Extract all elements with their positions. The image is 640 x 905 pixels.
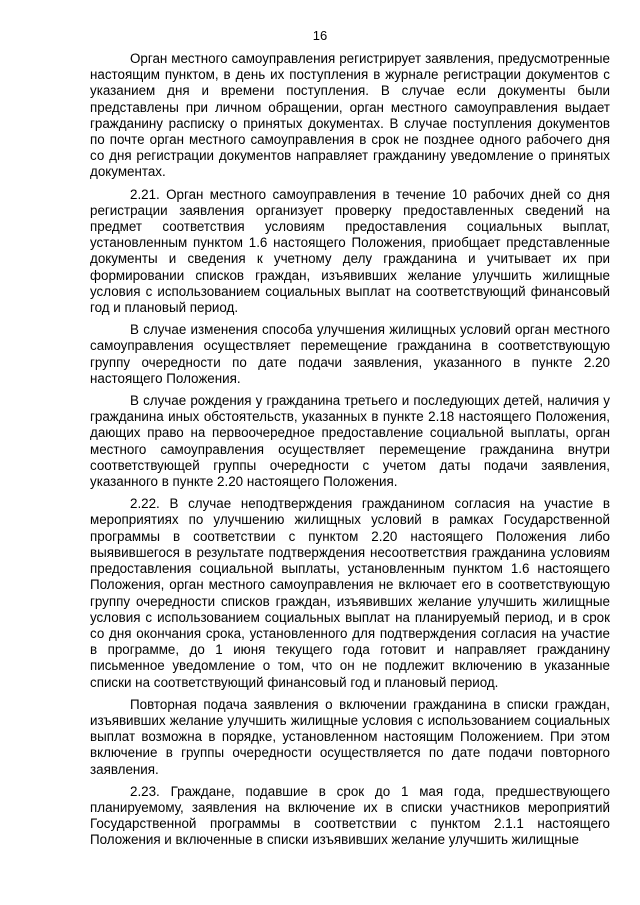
paragraph: Повторная подача заявления о включении гражданина в списки граждан, изъявивших желание улучшить жилищные условия с использованием социальных выплат возможна в порядке, установленном настоящим Положением. При этом включение в группы очередности осуществляется по дате подачи повторного заявления. [90, 696, 610, 777]
paragraph: Орган местного самоуправления регистрирует заявления, предусмотренные настоящим пунктом, в день их поступления в журнале регистрации документов с указанием дня и времени поступления. В случае если документы были представлены при личном обращении, орган местного самоуправления выдает гражданину расписку о принятых документах. В случае поступления документов по почте орган местного самоуправления в срок не позднее одного рабочего дня со дня регистрации документов направляет гражданину уведомление о принятых документах. [90, 51, 610, 180]
paragraph: 2.22. В случае неподтверждения гражданином согласия на участие в мероприятиях по улучшению жилищных условий в рамках Государственной программы в соответствии с пунктом 2.20 настоящего Положения либо выявившегося в результате подтверждения несоответствия гражданина условиям предоставления социальной выплаты, установленным пунктом 1.6 настоящего Положения, орган местного самоуправления не включает его в соответствующую группу очередности списков граждан, изъявивших желание улучшить жилищные условия с использованием социальных выплат на планируемый период, и в срок со дня окончания срока, установленного для подтверждения согласия на участие в программе, до 1 июня текущего года готовит и направляет гражданину письменное уведомление о том, что он не подлежит включению в указанные списки на соответствующий финансовый год и плановый период. [90, 496, 610, 690]
page-number: 16 [312, 28, 328, 43]
paragraph: В случае изменения способа улучшения жилищных условий орган местного самоуправления осуществляет перемещение гражданина в соответствующую группу очередности по дате подачи заявления, указанного в пункте 2.20 настоящего Положения. [90, 322, 610, 386]
paragraph: В случае рождения у гражданина третьего и последующих детей, наличия у гражданина иных обстоятельств, указанных в пункте 2.18 настоящего Положения, дающих право на первоочередное предоставление социальной выплаты, орган местного самоуправления осуществляет перемещение гражданина внутри соответствующей группы очередности с учетом даты подачи заявления, указанного в пункте 2.20 настоящего Положения. [90, 393, 610, 490]
paragraph: 2.23. Граждане, подавшие в срок до 1 мая года, предшествующего планируемому, заявления на включение их в списки участников мероприятий Государственной программы в соответствии с пунктом 2.1.1 настоящего Положения и включенные в списки изъявивших желание улучшить жилищные [90, 783, 610, 848]
paragraph: 2.21. Орган местного самоуправления в течение 10 рабочих дней со дня регистрации заявления организует проверку предоставленных сведений на предмет соответствия условиям предоставления социальных выплат, установленным пунктом 1.6 настоящего Положения, приобщает представленные документы и сведения к учетному делу гражданина и учитывает их при формировании списков граждан, изъявивших желание улучшить жилищные условия с использованием социальных выплат на соответствующий финансовый год и плановый период. [90, 186, 610, 316]
